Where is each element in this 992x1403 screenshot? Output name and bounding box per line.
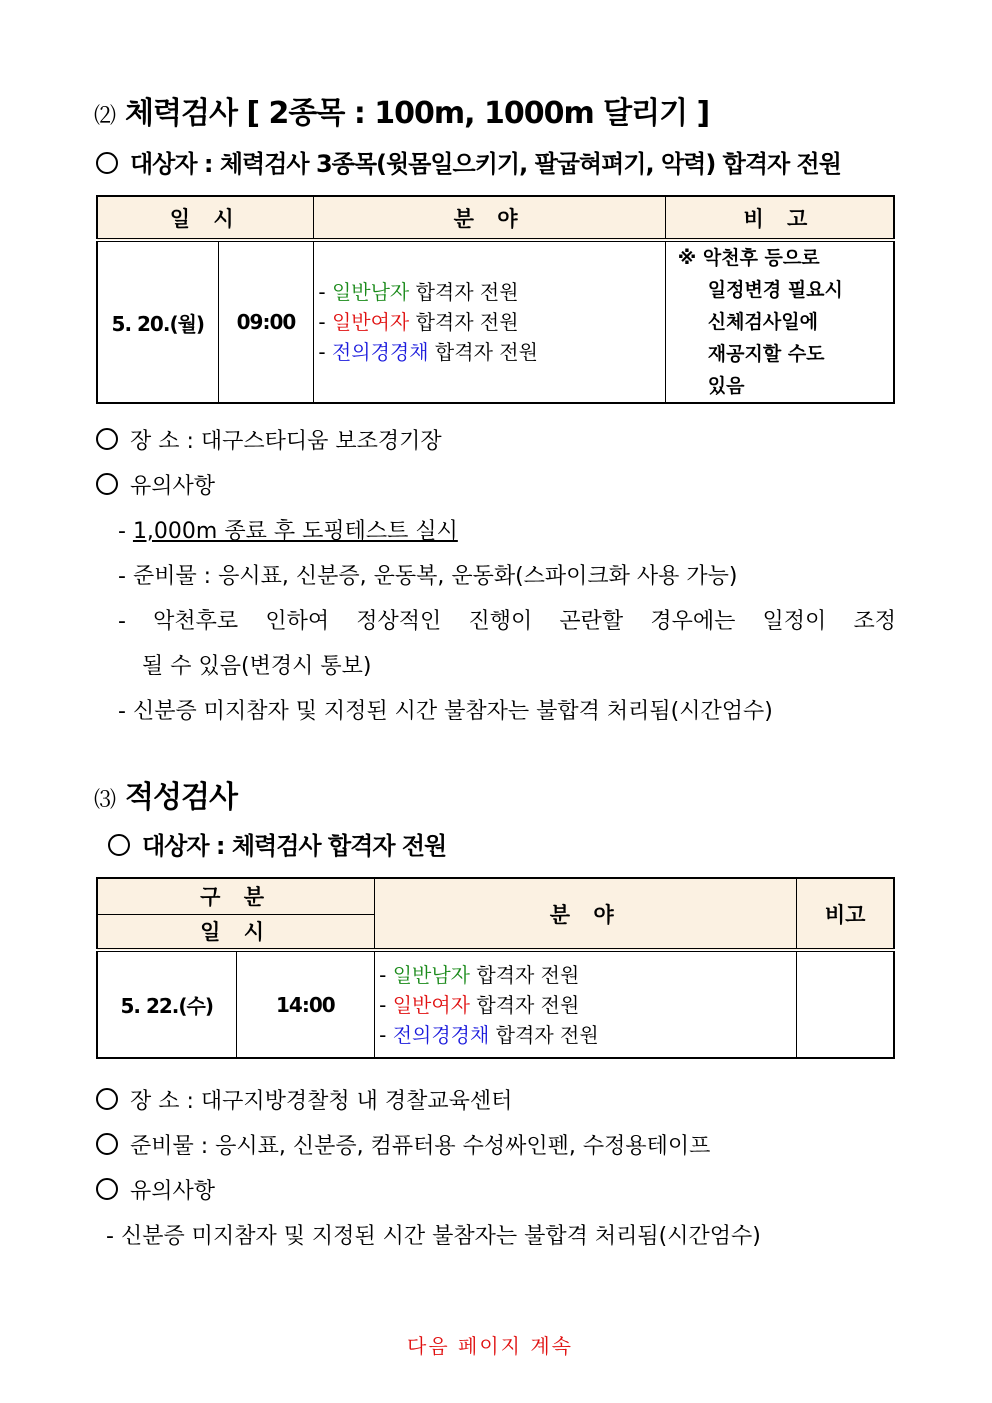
header-remark: 비 고 [665,196,894,240]
section3-heading [94,772,237,816]
section2-target [96,144,841,179]
section2-target-label: 대상자 : 체력검사 3종목(윗몸일으키기, 팔굽혀펴기, 악력) 합격자 전원 [130,150,841,178]
circle-bullet-icon [108,834,130,856]
header-remark: 비고 [797,878,894,950]
note-item: - 준비물 : 응시표, 신분증, 운동복, 운동화(스파이크화 사용 가능) [118,564,738,589]
note-item: - 신분증 미지참자 및 지정된 시간 불참자는 불합격 처리됨(시간엄수) [118,699,773,724]
circle-bullet-icon [96,1178,118,1200]
section2-schedule-table [96,195,895,404]
time-cell: 09:00 [218,240,314,403]
field-item-female: - 일반여자 합격자 전원 [379,992,580,1017]
section3-location: 장 소 : 대구지방경찰청 내 경찰교육센터 [96,1084,512,1115]
table-row [97,950,894,1058]
section3-schedule-table [96,877,895,1059]
note-item: - 1,000m 종료 후 도핑테스트 실시 [118,519,458,544]
circle-bullet-icon [96,1133,118,1155]
note-item: - 신분증 미지참자 및 지정된 시간 불참자는 불합격 처리됨(시간엄수) [106,1224,761,1249]
section3-target-label: 대상자 : 체력검사 합격자 전원 [142,832,447,860]
field-item-female: - 일반여자 합격자 전원 [318,310,519,334]
header-category: 구 분 [97,878,375,914]
section2-notes-label: 유의사항 [96,469,215,500]
field-item-conscript: - 전의경경채 합격자 전원 [318,340,538,364]
table-row [97,240,894,403]
section3-notes-label: 유의사항 [96,1174,215,1205]
section2-number: ⑵ [94,104,116,129]
section3-supplies: 준비물 : 응시표, 신분증, 컴퓨터용 수성싸인펜, 수정용테이프 [96,1129,710,1160]
date-cell: 5. 20.(월) [97,240,218,403]
field-cell [375,950,797,1058]
field-item-male: - 일반남자 합격자 전원 [379,962,580,987]
header-datetime: 일 시 [97,914,375,950]
section2-heading [94,88,709,132]
circle-bullet-icon [96,473,118,495]
field-cell [314,240,665,403]
section3-title: 적성검사 [125,780,237,815]
section3-number: ⑶ [94,788,116,813]
note-item: - 악천후로 인하여 정상적인 진행이 곤란할 경우에는 일정이 조정 [118,609,896,634]
field-item-male: - 일반남자 합격자 전원 [318,280,519,304]
circle-bullet-icon [96,152,118,174]
section2-location: 장 소 : 대구스타디움 보조경기장 [96,424,442,455]
header-field: 분 야 [314,196,665,240]
section2-title: 체력검사 [ 2종목 : 100m, 1000m 달리기 ] [125,96,710,131]
time-cell: 14:00 [236,950,375,1058]
circle-bullet-icon [96,1088,118,1110]
date-cell: 5. 22.(수) [97,950,236,1058]
header-datetime: 일 시 [97,196,314,240]
continue-next-page: 다음 페이지 계속 [407,1334,573,1358]
note-item-continued: 될 수 있음(변경시 통보) [142,654,372,679]
section3-target [108,826,446,861]
remark-cell: ※ 악천후 등으로 일정변경 필요시 신체검사일에 재공지할 수도 있음 [665,240,894,403]
remark-cell [797,950,894,1058]
header-field: 분 야 [375,878,797,950]
circle-bullet-icon [96,428,118,450]
field-item-conscript: - 전의경경채 합격자 전원 [379,1022,599,1047]
